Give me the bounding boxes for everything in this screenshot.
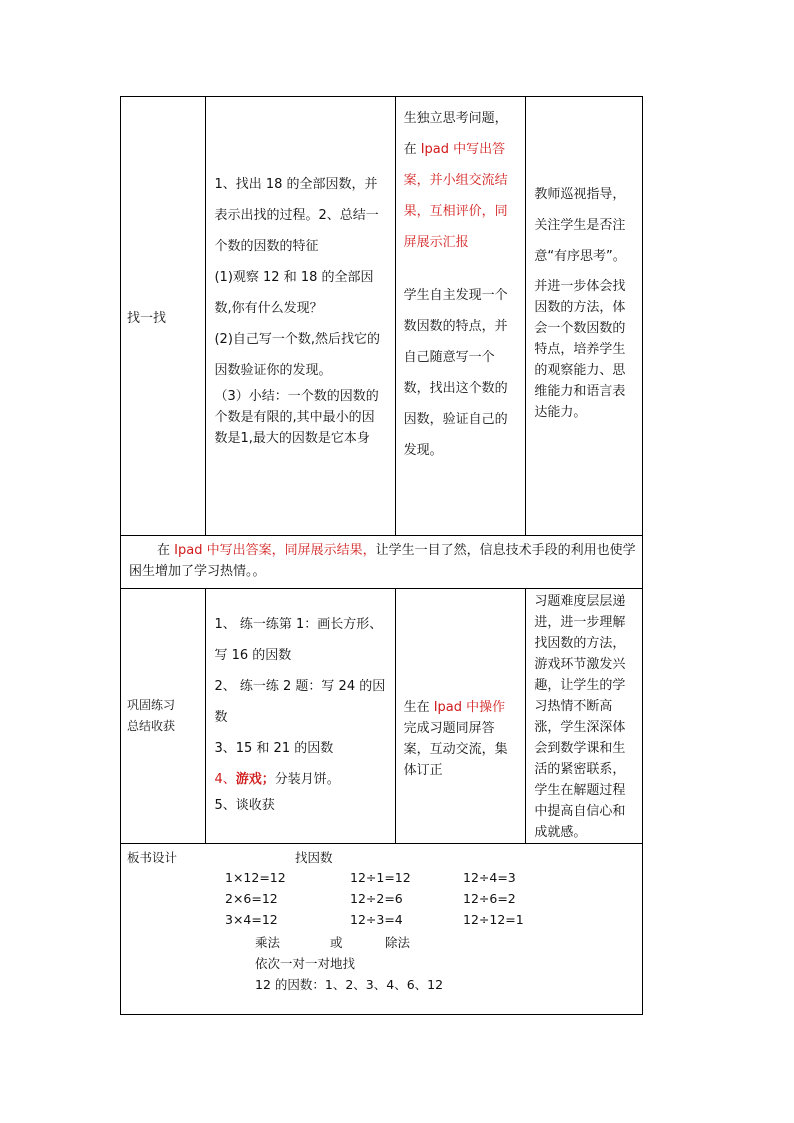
student-activity-a-highlight: Ipad 中写出答案，并小组交流结果，互相评价，同屏展示汇报 (403, 142, 508, 250)
note-highlight: Ipad 中写出答案，同屏展示结果， (174, 543, 376, 558)
practice-stage-cell (121, 589, 206, 844)
board-cell (121, 844, 643, 1015)
student-activity-a (404, 103, 518, 258)
student-activity-b: 学生自主发现一个数因数的特点，并自己随意写一个数，找出这个数的因数，验证自己的发现。 (403, 288, 508, 458)
practice-item-5: 5、谈收获 (214, 798, 275, 813)
board-title: 找因数 (295, 850, 333, 865)
board-mult-3: 3×4=12 (225, 912, 278, 927)
board-div-a-1: 12÷1=12 (350, 870, 411, 885)
teacher-intent-a: 教师巡视指导，关注学生是否注意“有序思考”。 (534, 187, 626, 264)
board-div-b-1: 12÷4=3 (463, 870, 516, 885)
practice-stage-line-1: 巩固练习 (127, 698, 176, 712)
row-practice (121, 589, 643, 844)
content-item-2: (1)观察 12 和 18 的全部因数,你有什么发现？ (214, 270, 374, 316)
teacher-intent-b: 并进一步体会找因数的方法，体会一个数因数的特点，培养学生的观察能力、思维能力和语言表达能力。 (534, 279, 626, 420)
practice-student-text-b: 完成习题同屏答案，互动交流，集体订正 (403, 721, 508, 778)
board-mult-2: 2×6=12 (225, 891, 278, 906)
board-word-div: 除法 (385, 935, 411, 950)
row-note (121, 536, 643, 589)
practice-student-highlight: Ipad 中操作 (433, 700, 506, 715)
board-mult-1: 1×12=12 (225, 870, 286, 885)
practice-teacher-cell (526, 589, 643, 844)
row-board-design (121, 844, 643, 1015)
row-find-factors (121, 97, 643, 536)
board-div-b-2: 12÷6=2 (463, 891, 516, 906)
stage-label: 找一找 (127, 310, 167, 326)
practice-item-4-num: 4、 (214, 772, 236, 787)
practice-item-4 (214, 764, 386, 795)
note-cell (121, 536, 643, 589)
practice-item-3: 3、15 和 21 的因数 (214, 741, 334, 756)
student-activity-cell (395, 97, 526, 536)
practice-item-4-text: 分装月饼。 (274, 772, 340, 787)
board-div-b-3: 12÷12=1 (463, 912, 524, 927)
student-activity-a-text: 生独立思考问题，在 (403, 111, 508, 157)
content-item-1: 1、找出 18 的全部因数，并表示出找的过程。2、总结一个数的因数的特征 (214, 177, 379, 254)
board-word-or: 或 (330, 935, 343, 950)
stage-cell (121, 97, 206, 536)
board-div-a-3: 12÷3=4 (350, 912, 403, 927)
practice-teacher-text: 习题难度层层递进，进一步理解找因数的方法，游戏环节激发兴趣，让学生的学习热情不断高涨，学生深深体会到数学课和生活的紧密联系，学生在解题过程中提高自信心和成就感。 (534, 594, 626, 840)
game-label: 游戏； (235, 772, 275, 787)
board-line-factors: 12 的因数：1、2、3、4、6、12 (255, 977, 444, 992)
practice-item-1: 1、 练一练第 1：画长方形、写 16 的因数 (214, 617, 383, 663)
practice-content-cell (206, 589, 395, 844)
content-cell (206, 97, 395, 536)
note-text-b: 让学生一目了然，信息技术手段的利用也使学困生增加了学习热情。。 (129, 543, 636, 579)
teacher-intent-cell (526, 97, 643, 536)
content-item-4: （3）小结：一个数的因数的个数是有限的,其中最小的因数是1,最大的因数是它本身 (214, 389, 379, 446)
lesson-plan-table (120, 96, 643, 1015)
board-line-pairs: 依次一对一对地找 (255, 956, 356, 971)
board-word-mult: 乘法 (255, 935, 281, 950)
practice-item-2: 2、 练一练 2 题：写 24 的因数 (214, 679, 386, 725)
board-div-a-2: 12÷2=6 (350, 891, 403, 906)
practice-student-cell (395, 589, 526, 844)
practice-student-text-a: 生在 (403, 700, 434, 715)
content-item-3: (2)自己写一个数,然后找它的因数验证你的发现。 (214, 332, 381, 378)
practice-stage-line-2: 总结收获 (127, 719, 176, 733)
note-text-a: 在 (157, 543, 175, 558)
board-label: 板书设计 (127, 850, 178, 865)
